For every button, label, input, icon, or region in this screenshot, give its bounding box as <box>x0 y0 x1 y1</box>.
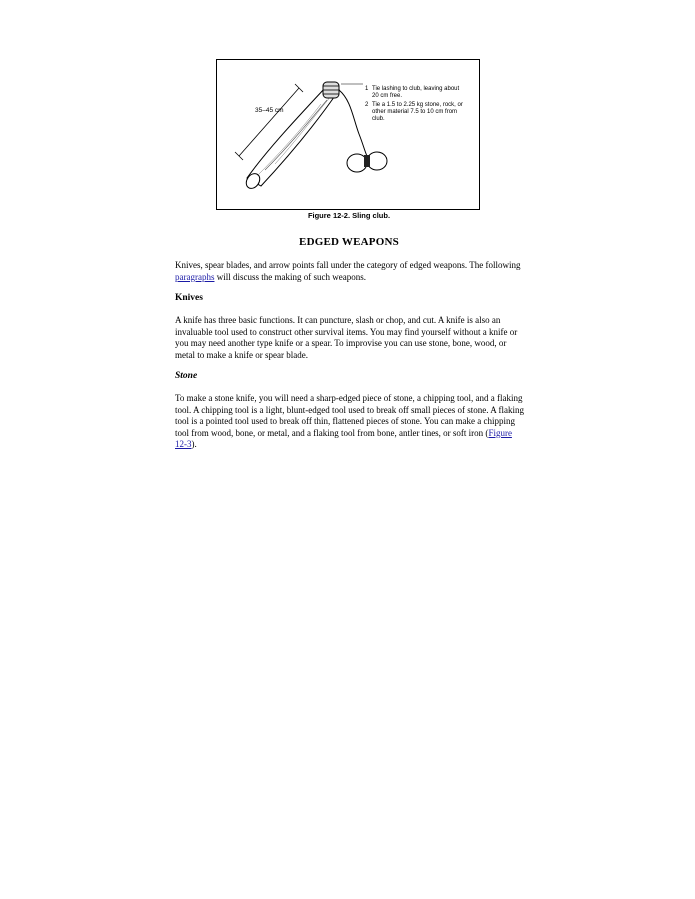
stone-weight <box>347 152 387 172</box>
step-text: club. <box>372 116 385 122</box>
sling-club-illustration <box>217 60 479 209</box>
stone-paragraph <box>175 393 525 451</box>
figure-caption: Figure 12-2. Sling club. <box>307 211 391 220</box>
step-text: Tie lashing to club, leaving about <box>372 86 460 92</box>
intro-text: Knives, spear blades, and arrow points fall under the category of edged weapons. The following <box>175 260 521 270</box>
step-text: 20 cm free. <box>372 93 403 99</box>
paragraphs-link[interactable]: paragraphs <box>175 271 215 282</box>
measurement-label: 35–45 cm <box>255 107 284 114</box>
figure-notes <box>365 86 463 122</box>
knives-heading: Knives <box>175 293 203 303</box>
section-title: EDGED WEAPONS <box>299 236 399 248</box>
lashing <box>323 82 339 98</box>
step-number: 1 <box>365 86 369 92</box>
step-text: Tie a 1.5 to 2.25 kg stone, rock, or <box>372 102 463 108</box>
intro-text-end: will discuss the making of such weapons. <box>214 271 366 282</box>
step-number: 2 <box>365 102 369 108</box>
club-shape <box>247 88 339 186</box>
step-text: other material 7.5 to 10 cm from <box>372 109 458 115</box>
stone-text-end: ). <box>191 439 197 449</box>
stone-heading: Stone <box>175 371 198 381</box>
sling-club-figure <box>216 59 480 210</box>
cord <box>339 90 367 156</box>
intro-paragraph <box>175 260 525 283</box>
knives-paragraph: A knife has three basic functions. It can puncture, slash or chop, and cut. A knife is also an invaluable tool used to construct other survival items. You may find yourself without a knife or you may need another type knife or a spear. To improvise you can use stone, bone, wood, or metal to make a knife or spear blade. <box>175 315 518 360</box>
figure-12-3-link[interactable]: Figure 12-3 <box>175 427 512 449</box>
stone-text: To make a stone knife, you will need a sharp-edged piece of stone, a chipping tool, and a flaking tool. A chipping tool is a light, blunt-edged tool used to break off small pieces of stone. A flaking tool is a pointed tool used to break off thin, flattened pieces of stone. You can make a chipping tool from wood, bone, or metal, and a flaking tool from bone, antler tines, or soft iron ( <box>175 393 525 438</box>
